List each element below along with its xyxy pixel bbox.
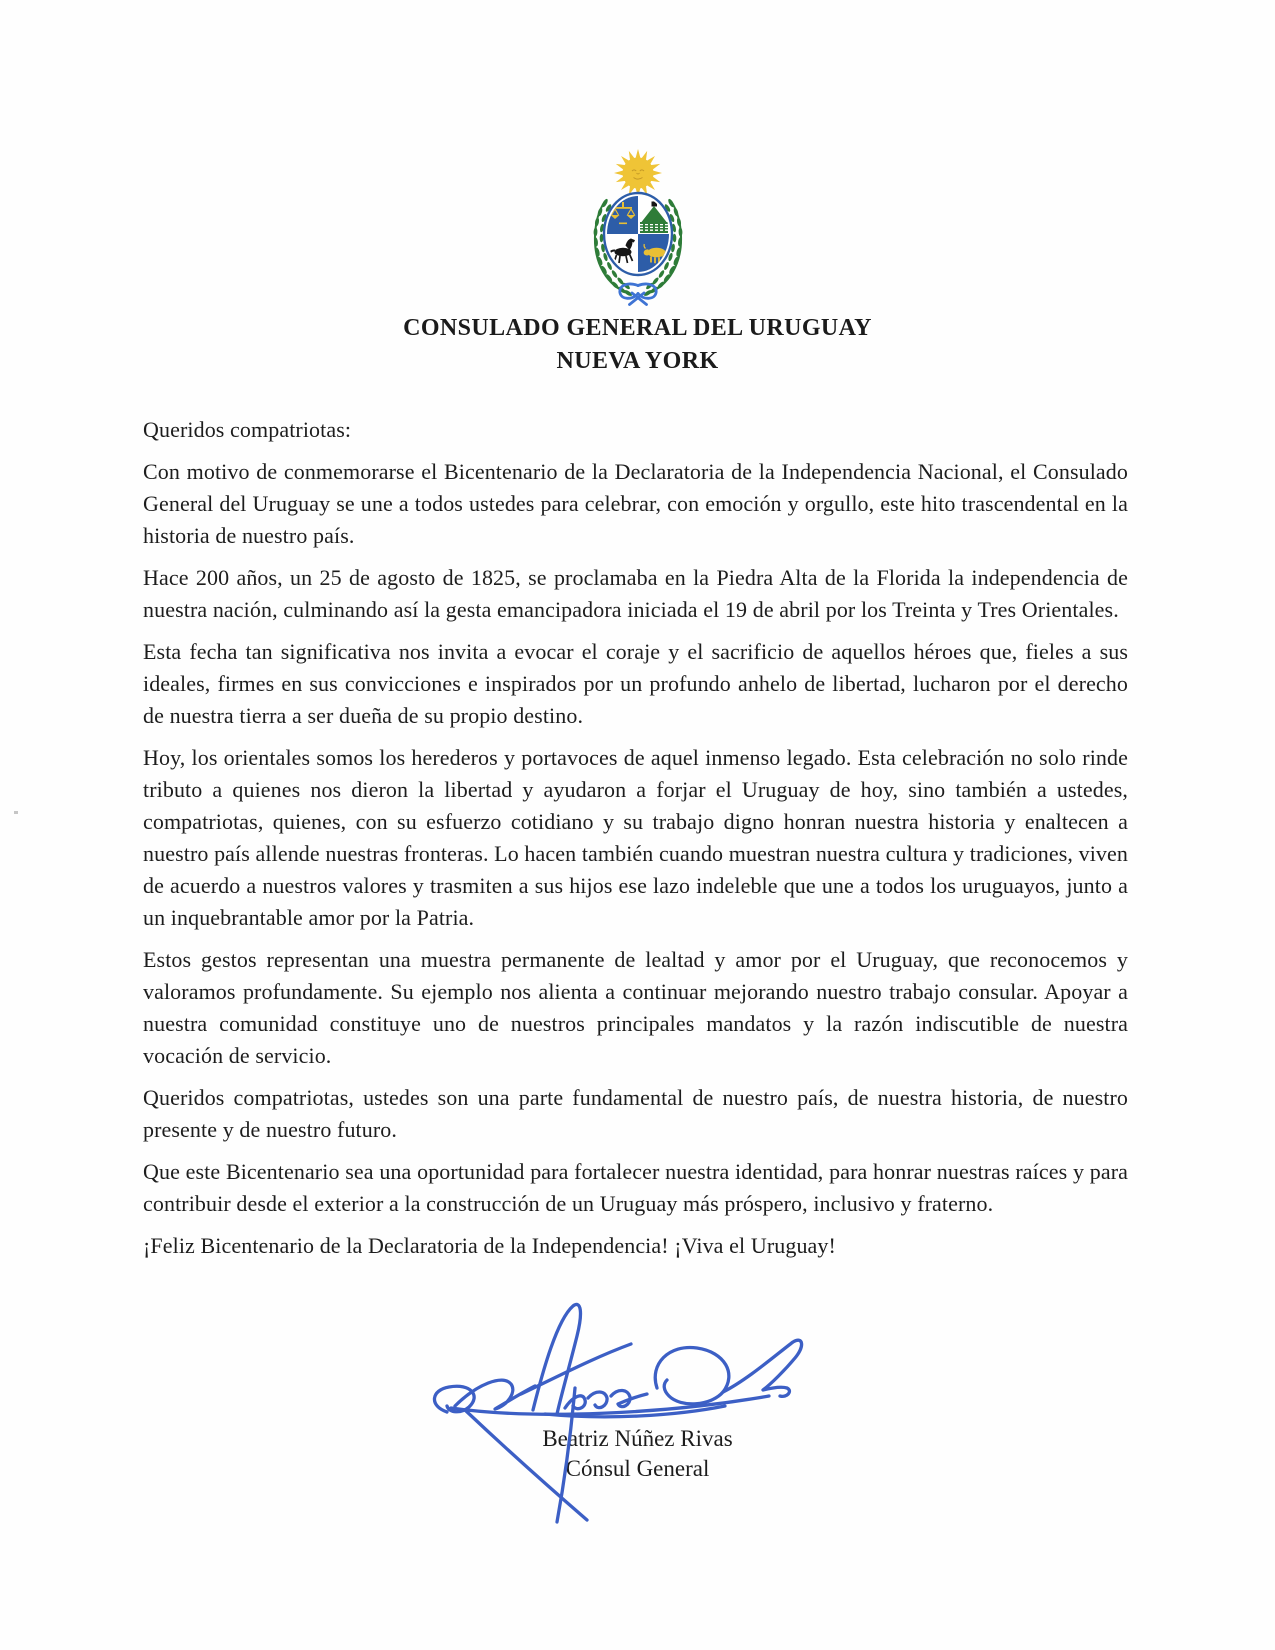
- uruguay-coat-of-arms-icon: [578, 146, 698, 308]
- letterhead-city: NUEVA YORK: [556, 348, 719, 374]
- paragraph-7: Que este Bicentenario sea una oportunidad para fortalecer nuestra identidad, para honrar nuestras raíces y para contribuir desde el exterior a la construcción de un Uruguay más próspero, inclusivo y fraterno.: [143, 1159, 1128, 1216]
- salutation: Queridos compatriotas:: [143, 417, 352, 442]
- paragraph-5: Estos gestos representan una muestra permanente de lealtad y amor por el Uruguay, que reconocemos y valoramos profundamente. Su ejemplo nos alienta a continuar mejorando nuestro trabajo consular. Apoyar a nuestra comunidad constituye uno de nuestros principales mandatos y la razón indiscutible de nuestra vocación de servicio.: [143, 947, 1128, 1068]
- paragraph-2: Hace 200 años, un 25 de agosto de 1825, se proclamaba en la Piedra Alta de la Florida la independencia de nuestra nación, culminando así la gesta emancipadora iniciada el 19 de abril por los Treinta y Tres Orientales.: [143, 565, 1128, 622]
- paragraph-1: Con motivo de conmemorarse el Bicentenario de la Declaratoria de la Independencia Nacional, el Consulado General del Uruguay se une a todos ustedes para celebrar, con emoción y orgullo, este hito trascendental en la historia de nuestro país.: [143, 459, 1128, 548]
- sun-of-may-icon: [614, 149, 662, 197]
- paragraph-6: Queridos compatriotas, ustedes son una parte fundamental de nuestro país, de nuestra historia, de nuestro presente y de nuestro futuro.: [143, 1085, 1128, 1142]
- paragraph-3: Esta fecha tan significativa nos invita a evocar el coraje y el sacrificio de aquellos héroes que, fieles a sus ideales, firmes en sus convicciones e inspirados por un profundo anhelo de libertad, lucharon por el derecho de nuestra tierra a ser dueña de su propio destino.: [143, 639, 1128, 728]
- signer-name: Beatriz Núñez Rivas: [542, 1426, 733, 1451]
- letterhead-organization: CONSULADO GENERAL DEL URUGUAY: [403, 315, 872, 341]
- paragraph-4: Hoy, los orientales somos los herederos y portavoces de aquel inmenso legado. Esta celebración no solo rinde tributo a quienes nos dieron la libertad y ayudaron a forjar el Uruguay de hoy, sino también a ustedes, compatriotas, quienes, con su esfuerzo cotidiano y su trabajo digno honran nuestra historia y enaltecen a nuestro país allende nuestras fronteras. Lo hacen también cuando muestran nuestra cultura y tradiciones, viven de acuerdo a nuestros valores y trasmiten a sus hijos ese lazo indeleble que une a todos los uruguayos, junto a un inquebrantable amor por la Patria.: [143, 745, 1128, 930]
- signer-title: Cónsul General: [565, 1456, 710, 1481]
- scan-speck: [14, 811, 18, 814]
- letterhead: [0, 312, 1275, 378]
- closing-line: ¡Feliz Bicentenario de la Declaratoria de la Independencia! ¡Viva el Uruguay!: [143, 1233, 836, 1258]
- letter-body: [143, 414, 1128, 1272]
- shield-icon: [604, 193, 672, 275]
- handwritten-signature: [425, 1292, 820, 1527]
